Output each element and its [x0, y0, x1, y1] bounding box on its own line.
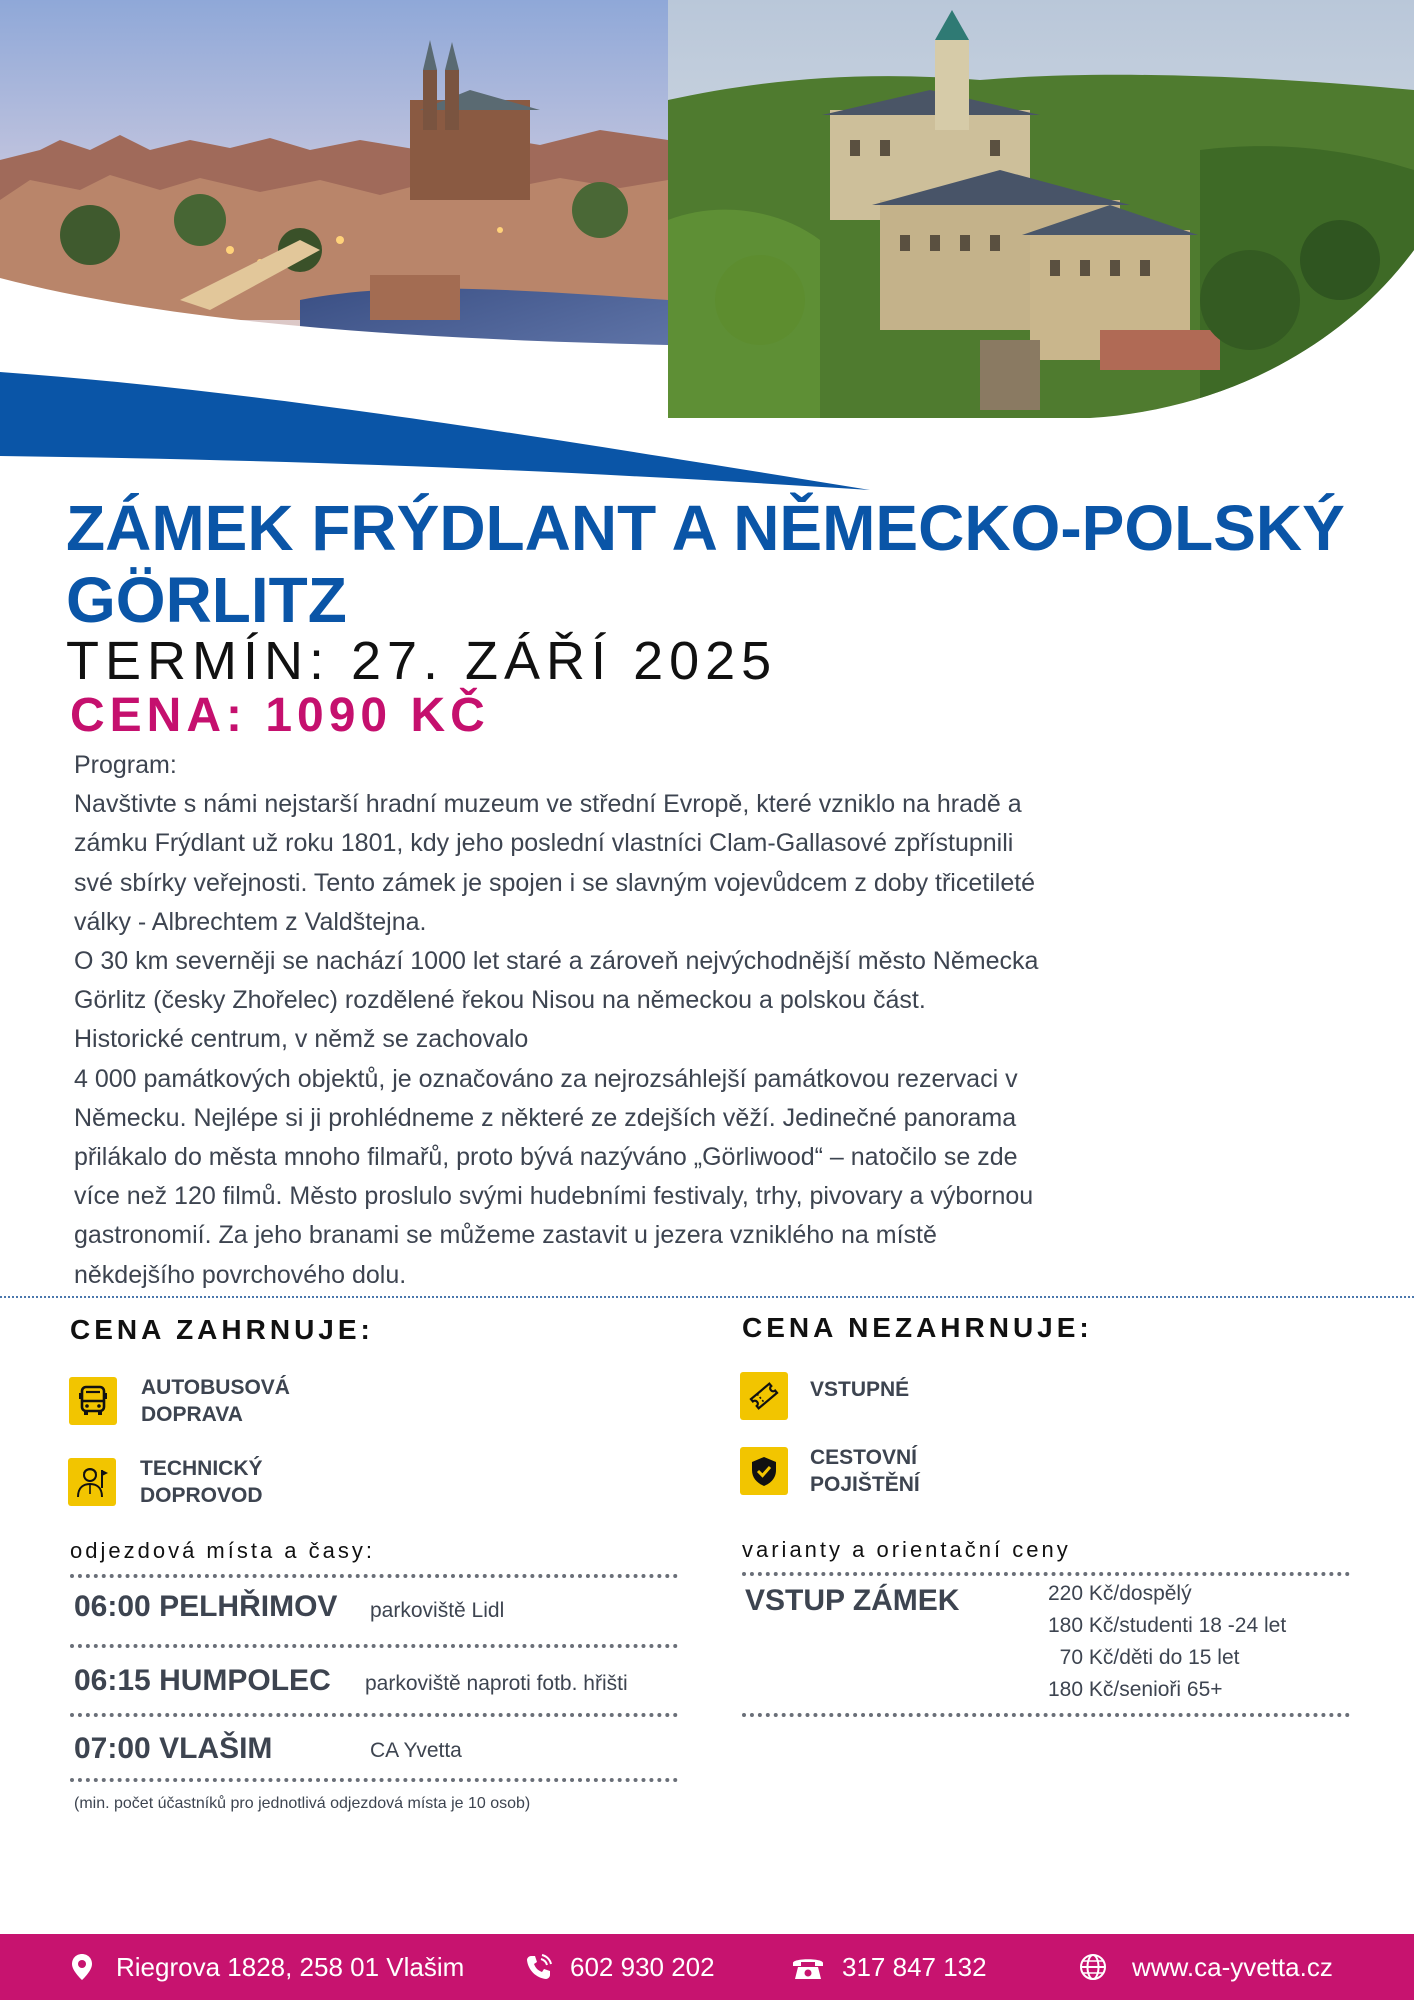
website-text: www.ca-yvetta.cz: [1132, 1951, 1333, 1982]
section-divider: [0, 1296, 1414, 1298]
dotted-separator: [70, 1778, 678, 1782]
dotted-separator: [742, 1713, 1350, 1717]
shield-icon: [740, 1447, 788, 1495]
tour-date: TERMÍN: 27. ZÁŘÍ 2025: [66, 631, 778, 691]
variant-price: 180 Kč/senioři 65+: [1048, 1678, 1223, 1701]
departure-time-city: 06:15 HUMPOLEC: [74, 1664, 331, 1697]
variants-heading: varianty a orientační ceny: [742, 1537, 1071, 1562]
departure-time-city: 07:00 VLAŠIM: [74, 1732, 273, 1765]
includes-item-label: AUTOBUSOVÁ DOPRAVA: [141, 1376, 290, 1426]
dotted-separator: [70, 1713, 678, 1717]
program-paragraph-2: O 30 km severněji se nachází 1000 let staré a zároveň nejvýchodnější město Německa Görlitz (česky Zhořelec) rozdělené řekou Nisou na německou a polskou část. Historické centrum, v němž se zachovalo 4 000 památkových objektů, je označováno za nejrozsáhlejší památkovou rezervaci v Německu. Nejlépe si ji prohlédneme z některé ze zdejších věží. Jedinečné panorama přilákalo do města mnoho filmařů, proto bývá nazýváno „Görliwood“ – natočilo se zde více než 120 filmů. Město proslulo svými hudebními festivaly, trhy, pivovary a výbornou gastronomií. Za jeho branami se můžeme zastavit u jezera vzniklého na místě někdejšího povrchového dolu.: [74, 947, 1039, 1289]
variant-price: 70 Kč/děti do 15 let: [1048, 1646, 1240, 1669]
excludes-item-insurance: [740, 1444, 920, 1498]
guide-icon: [68, 1458, 116, 1506]
excludes-item-admission: [740, 1372, 909, 1420]
departures-note: (min. počet účastníků pro jednotlivá odjezdová místa je 10 osob): [74, 1795, 531, 1812]
footer-landline[interactable]: [790, 1934, 987, 2000]
includes-item-guide: [68, 1455, 263, 1509]
tour-price: CENA: 1090 KČ: [70, 689, 490, 742]
includes-item-bus: [69, 1374, 290, 1428]
program-section: [74, 746, 1204, 1295]
frydlant-castle-photo: [668, 0, 1414, 420]
mobile-phone-text: 602 930 202: [570, 1951, 715, 1982]
variant-price: 180 Kč/studenti 18 -24 let: [1048, 1614, 1287, 1637]
bus-icon: [69, 1377, 117, 1425]
footer-website[interactable]: [1078, 1934, 1333, 2000]
departure-place: parkoviště Lidl: [370, 1599, 505, 1622]
phone-icon: [524, 1952, 554, 1982]
departure-place: CA Yvetta: [370, 1739, 462, 1762]
program-label: Program:: [74, 751, 177, 779]
includes-item-label: TECHNICKÝ DOPROVOD: [140, 1457, 263, 1507]
location-pin-icon: [70, 1952, 94, 1982]
departure-place: parkoviště naproti fotb. hřišti: [365, 1672, 628, 1695]
landline-phone-text: 317 847 132: [842, 1951, 987, 1982]
variant-price: 220 Kč/dospělý: [1048, 1582, 1192, 1605]
variant-name: VSTUP ZÁMEK: [745, 1584, 960, 1617]
telephone-icon: [790, 1952, 826, 1982]
page-title: ZÁMEK FRÝDLANT A NĚMECKO-POLSKÝ GÖRLITZ: [66, 492, 1345, 636]
program-paragraph-1: Navštivte s námi nejstarší hradní muzeum ve střední Evropě, které vzniklo na hradě a zámku Frýdlant už roku 1801, kdy jeho poslední vlastníci Clam-Gallasové zpřístupnili své sbírky veřejnosti. Tento zámek je spojen i se slavným vojevůdcem z doby třicetileté války - Albrechtem z Valdštejna.: [74, 790, 1036, 936]
dotted-separator: [70, 1644, 678, 1648]
excludes-item-label: CESTOVNÍ POJIŠTĚNÍ: [810, 1446, 920, 1496]
hero-banner: [0, 0, 1414, 500]
globe-icon: [1078, 1952, 1108, 1982]
departure-time-city: 06:00 PELHŘIMOV: [74, 1590, 338, 1623]
address-text: Riegrova 1828, 258 01 Vlašim: [116, 1951, 465, 1982]
excludes-item-label: VSTUPNÉ: [810, 1377, 910, 1401]
excludes-heading: CENA NEZAHRNUJE:: [742, 1312, 1093, 1343]
dotted-separator: [742, 1572, 1350, 1576]
footer-mobile[interactable]: [524, 1934, 715, 2000]
footer-address: [70, 1934, 464, 2000]
contact-footer: [0, 1934, 1414, 2000]
dotted-separator: [70, 1574, 678, 1578]
departures-heading: odjezdová místa a časy:: [70, 1538, 376, 1563]
includes-heading: CENA ZAHRNUJE:: [70, 1314, 374, 1345]
ticket-icon: [740, 1372, 788, 1420]
